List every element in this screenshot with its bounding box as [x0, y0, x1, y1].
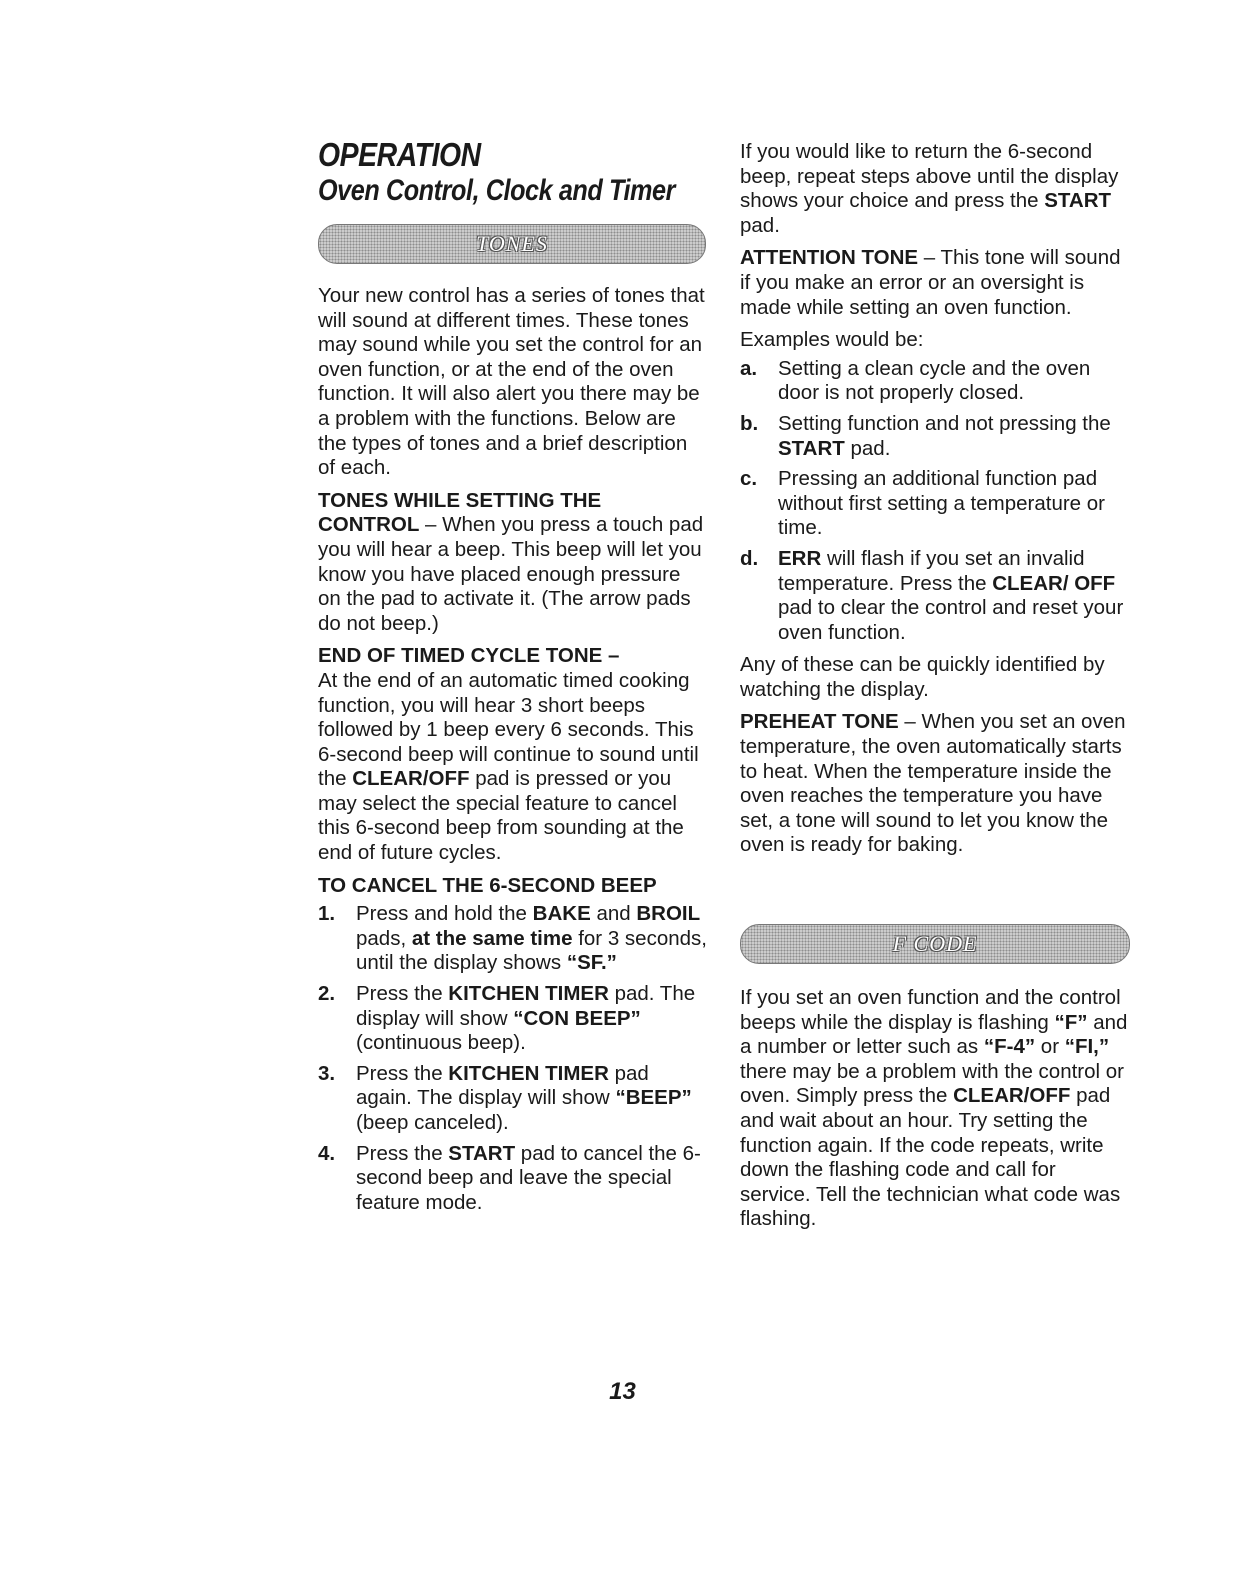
list-item: 3. Press the KITCHEN TIMER pad again. The display will show “BEEP” (beep canceled). — [318, 1061, 692, 1134]
return-beep-paragraph: If you would like to return the 6-second beep, repeat steps above until the display shows your choice and press the START pad. — [740, 140, 1119, 237]
attention-tone-heading: ATTENTION TONE — [740, 246, 919, 270]
right-flow — [740, 140, 1130, 866]
cancel-beep-heading: TO CANCEL THE 6-SECOND BEEP — [318, 873, 657, 897]
list-item: 1. Press and hold the BAKE and BROIL pads, at the same time for 3 seconds, until the display shows “SF.” — [318, 902, 707, 975]
examples-list — [740, 357, 1130, 646]
list-item: c. Pressing an additional function pad without first setting a temperature or time. — [740, 467, 1106, 540]
tones-banner-label: TONES — [476, 231, 548, 256]
list-item: d. ERR will flash if you set an invalid temperature. Press the CLEAR/ OFF pad to clear the control and reset your oven function. — [740, 546, 1124, 644]
end-cycle-paragraph: At the end of an automatic timed cooking function, you will hear 3 short beeps followed by 1 beep every 6 seconds. This 6-second beep will continue to sound until the CLEAR/OFF pad is pressed or you may select the special feature to cancel this 6-second beep from sounding at the end of future cycles. — [318, 668, 699, 865]
tones-banner — [318, 224, 706, 264]
fcode-banner — [740, 924, 1130, 964]
preheat-tone-paragraph: PREHEAT TONE – When you set an oven temperature, the oven automatically starts to heat. When the temperature inside the oven reaches the temperature you have set, a tone will sound to let you know the oven is ready for baking. — [740, 710, 1126, 857]
list-item: 4. Press the START pad to cancel the 6-second beep and leave the special feature mode. — [318, 1141, 701, 1214]
identify-paragraph: Any of these can be quickly identified by watching the display. — [740, 653, 1105, 701]
fcode-flow — [740, 986, 1130, 1240]
end-cycle-heading: END OF TIMED CYCLE TONE – — [318, 644, 620, 668]
list-item: b. Setting function and not pressing the START pad. — [740, 411, 1111, 460]
preheat-tone-heading: PREHEAT TONE — [740, 710, 899, 734]
examples-intro: Examples would be: — [740, 328, 924, 352]
setting-tone-heading: TONES WHILE SETTING THE CONTROL — [318, 488, 602, 537]
left-flow — [318, 284, 708, 1223]
setting-tone-text: When you press a touch pad you will hear a beep. This beep will let you know you have placed enough pressure on the pad to activate it. (The arrow pads do not beep.) — [318, 513, 704, 635]
section-title: OPERATION — [318, 136, 481, 173]
attention-tone-paragraph: ATTENTION TONE – This tone will sound if you make an error or an oversight is made while setting an oven function. — [740, 246, 1121, 319]
page-subtitle: Oven Control, Clock and Timer — [318, 174, 676, 207]
fcode-paragraph: If you set an oven function and the control beeps while the display is flashing “F” and a number or letter such as “F-4” or “FI,” there may be a problem with the control or oven. Simply press the CLEAR/OFF pad and wait about an hour. Try setting the function again. If the code repeats, write down the flashing code and call for service. Tell the technician what code was flashing. — [740, 986, 1128, 1231]
fcode-banner-label: F CODE — [892, 931, 978, 956]
tones-intro: Your new control has a series of tones that will sound at different times. These tones may sound while you set the control for an oven function, or at the end of the oven function. It will also alert you there may be a problem with the functions. Below are the types of tones and a brief description of each. — [318, 284, 705, 480]
page-number: 13 — [609, 1378, 636, 1405]
list-item: a. Setting a clean cycle and the oven door is not properly closed. — [740, 356, 1091, 405]
setting-tone-paragraph: TONES WHILE SETTING THE CONTROL – When you press a touch pad you will hear a beep. This beep will let you know you have placed enough pressure on the pad to activate it. (The arrow pads do not beep.) — [318, 488, 704, 635]
cancel-steps-list — [318, 902, 708, 1215]
list-item: 2. Press the KITCHEN TIMER pad. The display will show “CON BEEP” (continuous beep). — [318, 982, 696, 1055]
